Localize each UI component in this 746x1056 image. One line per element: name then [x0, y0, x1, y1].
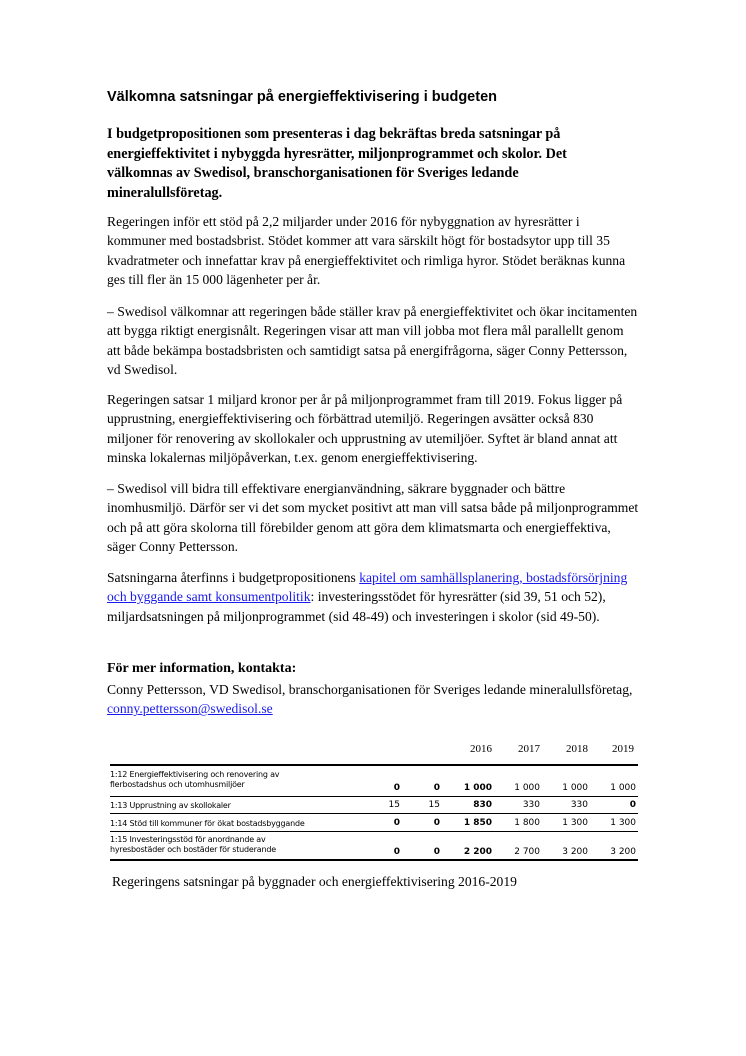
table-cell: 1 300	[562, 818, 588, 828]
contact-email-link[interactable]: conny.pettersson@swedisol.se	[107, 701, 273, 717]
row-label: 1:12 Energieffektivisering och renovering av flerbostadshus och utomhusmiljöer	[110, 770, 280, 789]
table-cell: 1 000	[610, 783, 636, 793]
table-cell: 3 200	[610, 847, 636, 857]
year-header: 2019	[612, 743, 634, 755]
paragraph-3: Regeringen satsar 1 miljard kronor per år på miljonprogrammet fram till 2019. Fokus ligger på upprustning, energieffektivisering och förbättrad utemiljö. Regeringen avsätter också 830 miljoner för renovering av skollokaler och upprustning av utemiljöer. Syftet är bland annat att minska lokalernas miljöpåverkan, t.ex. genom energieffektivisering.	[107, 392, 623, 466]
lead-paragraph: I budgetpropositionen som presenteras i dag bekräftas breda satsningar på energieffektivitet i nybyggda hyresrätter, miljonprogrammet och skolor. Det välkomnas av Swedisol, branschorganisationen för Sveriges ledande mineralullsföretag.	[107, 126, 567, 201]
table-cell: 2 700	[514, 847, 540, 857]
contact-text	[107, 680, 639, 719]
table-cell: 1 000	[562, 783, 588, 793]
table-cell: 1 000	[463, 783, 492, 793]
row-label: 1:14 Stöd till kommuner för ökat bostadsbyggande	[110, 819, 305, 828]
table-cell: 3 200	[562, 847, 588, 857]
year-header: 2016	[470, 743, 492, 755]
table-cell: 1 300	[610, 818, 636, 828]
row-label: 1:15 Investeringsstöd för anordnande av hyresbostäder och bostäder för studerande	[110, 835, 276, 854]
year-header: 2018	[566, 743, 588, 755]
paragraph-5	[107, 568, 639, 626]
table-cell: 0	[433, 847, 440, 857]
table-cell: 0	[393, 818, 400, 828]
paragraph-4: – Swedisol vill bidra till effektivare energianvändning, säkrare byggnader och bättre inomhusmiljö. Därför ser vi det som mycket positivt att man vill satsa både på miljonprogrammet och på att göra skolorna till förebilder genom att göra dem klimatsmarta och energieffektiva, säger Conny Pettersson.	[107, 481, 639, 555]
year-header: 2017	[518, 743, 540, 755]
table-caption: Regeringens satsningar på byggnader och energieffektivisering 2016-2019	[112, 874, 517, 889]
row-divider	[110, 831, 638, 832]
paragraph-2: – Swedisol välkomnar att regeringen både ställer krav på energieffektivitet och ökar incitamenten att bygga riktigt energisnålt. Regeringen visar att man vill jobba mot flera mål parallellt genom att både bekämpa bostadsbristen och samtidigt satsa på energifrågorna, säger Conny Pettersson, vd Swedisol.	[107, 304, 638, 378]
paragraph-5-before: Satsningarna återfinns i budgetpropositionens	[107, 570, 360, 585]
table-cell: 330	[570, 800, 588, 810]
table-cell: 15	[428, 800, 440, 810]
table-cell: 830	[473, 800, 492, 810]
table-cell: 15	[388, 800, 400, 810]
table-cell: 2 200	[463, 847, 492, 857]
paragraph-1: Regeringen inför ett stöd på 2,2 miljarder under 2016 för nybyggnation av hyresrätter i kommuner med bostadsbrist. Stödet kommer att vara särskilt högt för bostadsytor upp till 35 kvadratmeter och innefattar krav på energieffektivitet och rimliga hyror. Stödet beräknas kunna ges till fler än 15 000 lägenheter per år.	[107, 214, 626, 288]
table-cell: 330	[522, 800, 540, 810]
table-cell: 1 800	[514, 818, 540, 828]
table-cell: 0	[393, 783, 400, 793]
page-title: Välkomna satsningar på energieffektivisering i budgeten	[107, 89, 497, 105]
table-cell: 0	[433, 783, 440, 793]
paragraph-5-after: : investeringsstödet för hyresrätter (sid 39, 51 och 52), miljardsatsningen på miljonprogrammet (sid 48-49) och investeringen i skolor (sid 49-50).	[107, 589, 606, 624]
row-label: 1:13 Upprustning av skollokaler	[110, 801, 231, 810]
contact-details: Conny Pettersson, VD Swedisol, branschorganisationen för Sveriges ledande mineralullsföretag,	[107, 682, 633, 697]
table-cell: 1 000	[514, 783, 540, 793]
table-cell: 0	[393, 847, 400, 857]
row-divider	[110, 796, 638, 797]
table-top-rule	[110, 764, 638, 766]
table-bottom-rule	[110, 859, 638, 861]
contact-heading: För mer information, kontakta:	[107, 661, 297, 676]
table-cell: 0	[433, 818, 440, 828]
table-cell: 1 850	[463, 818, 492, 828]
budget-chapter-link[interactable]: kapitel om samhällsplanering, bostadsförsörjning och byggande samt konsumentpolitik	[107, 570, 628, 605]
row-divider	[110, 813, 638, 814]
table-cell: 0	[629, 800, 636, 810]
